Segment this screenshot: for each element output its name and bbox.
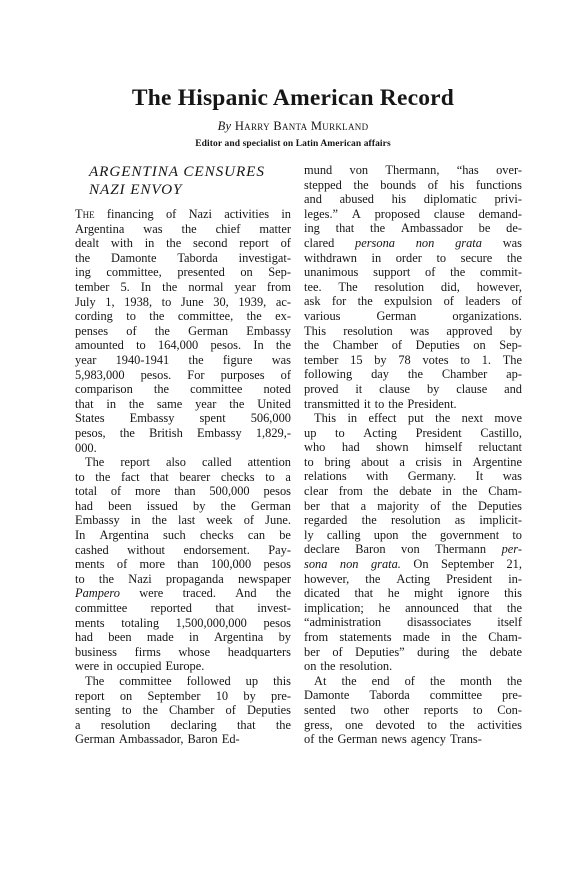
- text-line: German Ambassador, Baron Ed-: [75, 732, 240, 747]
- text-line: dicated that he might ignore this: [304, 586, 522, 601]
- text-line: clared persona non grata was: [304, 235, 522, 250]
- text-line: This resolution was approved by: [304, 323, 522, 338]
- text-line: declare Baron von Thermann per-: [304, 542, 522, 557]
- text-line: relations with Germany. It was: [304, 469, 522, 484]
- text-line: proved it clause by clause and: [304, 381, 522, 396]
- text-line: implication; he announced that the: [304, 600, 522, 615]
- text-line: July 1, 1938, to June 30, 1939, ac-: [75, 294, 291, 309]
- text-line: tember 5. In the normal year from: [75, 279, 291, 294]
- text-line: tee. The resolution did, however,: [304, 279, 522, 294]
- text-line: clear from the debate in the Cham-: [304, 484, 522, 499]
- text-line: from statements made in the Cham-: [304, 630, 522, 644]
- text-line: the Chamber of Deputies on Sep-: [304, 338, 522, 353]
- text-line: 000.: [75, 440, 97, 455]
- text-line: senting to the Chamber of Deputies: [75, 703, 291, 718]
- text-line: This in effect put the next move: [314, 411, 522, 426]
- text-line: ask for the expulsion of leaders of: [304, 294, 522, 309]
- text-line: following day the Chamber ap-: [304, 367, 522, 382]
- text-line: 5,983,000 pesos. For purposes of: [75, 367, 291, 382]
- section-heading-line-2: NAZI ENVOY: [89, 180, 183, 198]
- byline: [0, 119, 586, 134]
- text-line: leges.” A proposed clause demand-: [304, 206, 522, 221]
- text-line: dealt with in the second report of: [75, 236, 291, 251]
- byline-by: By: [217, 119, 232, 133]
- text-line: In Argentina such checks can be: [75, 528, 291, 543]
- text-line: on the resolution.: [304, 659, 393, 674]
- text-line: the Damonte Taborda investigat-: [75, 250, 291, 265]
- left-column: [75, 163, 291, 747]
- author-description: Editor and specialist on Latin American affairs: [195, 139, 391, 149]
- right-column: [304, 163, 522, 747]
- text-line: ber of Deputies” during the debate: [304, 644, 522, 659]
- text-line: sona non grata. On September 21,: [304, 557, 522, 572]
- section-heading-line-1: ARGENTINA CENSURES: [89, 163, 265, 180]
- text-line: were in occupied Europe.: [75, 659, 205, 674]
- text-line: tember 15 by 78 votes to 1. The: [304, 352, 522, 367]
- text-line: comparison the committee noted: [75, 382, 291, 397]
- text-line: ing that the Ambassador be de-: [304, 221, 522, 236]
- text-line: Damonte Taborda committee pre-: [304, 688, 522, 703]
- text-line: The report also called attention: [85, 455, 291, 470]
- text-line: transmitted it to the President.: [304, 396, 457, 411]
- text-line: withdrawn in order to secure the: [304, 250, 522, 265]
- text-line: who had shown himself reluctant: [304, 440, 522, 455]
- text-line: regarded the resolution as implicit-: [304, 513, 522, 528]
- text-line: cording to the committee, the ex-: [75, 309, 291, 324]
- section-heading: [89, 163, 291, 198]
- text-line: gress, one devoted to the activities: [304, 717, 522, 732]
- text-line: Pampero were traced. And the: [75, 586, 291, 601]
- text-line: had been made in Argentina by: [75, 630, 291, 645]
- author-name: Harry Banta Murkland: [234, 119, 369, 133]
- text-line: At the end of the month the: [314, 673, 522, 688]
- text-line: ments of more than 100,000 pesos: [75, 557, 291, 572]
- text-line: amounted to 164,000 pesos. In the: [75, 338, 291, 353]
- text-line: to bring about a crisis in Argentine: [304, 454, 522, 469]
- text-line: pesos, the British Embassy 1,829,-: [75, 425, 291, 440]
- text-line: ly calling upon the government to: [304, 527, 522, 542]
- text-line: unanimous support of the commit-: [304, 265, 522, 280]
- text-line: penses of the German Embassy: [75, 323, 291, 338]
- text-line: ments totaling 1,500,000,000 pesos: [75, 615, 291, 630]
- text-line: ber that a majority of the Deputies: [304, 498, 522, 513]
- text-line: had been issued by the German: [75, 498, 291, 513]
- left-column-text: [75, 207, 291, 747]
- text-line: stepped the bounds of his functions: [304, 177, 522, 192]
- text-line: Embassy in the last week of June.: [75, 513, 291, 528]
- text-line: however, the Acting President in-: [304, 571, 522, 586]
- text-line: “administration disassociates itself: [304, 615, 522, 630]
- text-line: of the German news agency Trans-: [304, 732, 482, 747]
- text-line: sented two other reports to Con-: [304, 702, 522, 717]
- text-line: to the fact that bearer checks to a: [75, 469, 291, 484]
- text-line: business firms whose headquarters: [75, 644, 291, 659]
- text-line: report on September 10 by pre-: [75, 688, 291, 703]
- text-line: cashed without endorsement. Pay-: [75, 542, 291, 557]
- text-line: committee reported that invest-: [75, 601, 291, 616]
- text-line: up to Acting President Castillo,: [304, 425, 522, 440]
- text-line: mund von Thermann, “has over-: [304, 163, 522, 177]
- text-line: and abused his diplomatic privi-: [304, 192, 522, 207]
- text-line: that in the same year the United: [75, 396, 291, 411]
- text-line: The committee followed up this: [85, 674, 291, 688]
- right-column-text: [304, 163, 522, 747]
- text-line: total of more than 500,000 pesos: [75, 484, 291, 499]
- text-line: Argentina was the chief matter: [75, 221, 291, 236]
- text-line: various German organizations.: [304, 308, 522, 323]
- text-line: The financing of Nazi activities in: [75, 207, 291, 221]
- text-line: a resolution declaring that the: [75, 717, 291, 732]
- page-title: The Hispanic American Record: [131, 85, 455, 111]
- text-line: ing committee, presented on Sep-: [75, 265, 291, 280]
- text-line: year 1940-1941 the figure was: [75, 352, 291, 367]
- text-line: States Embassy spent 506,000: [75, 411, 291, 426]
- text-line: to the Nazi propaganda newspaper: [75, 571, 291, 586]
